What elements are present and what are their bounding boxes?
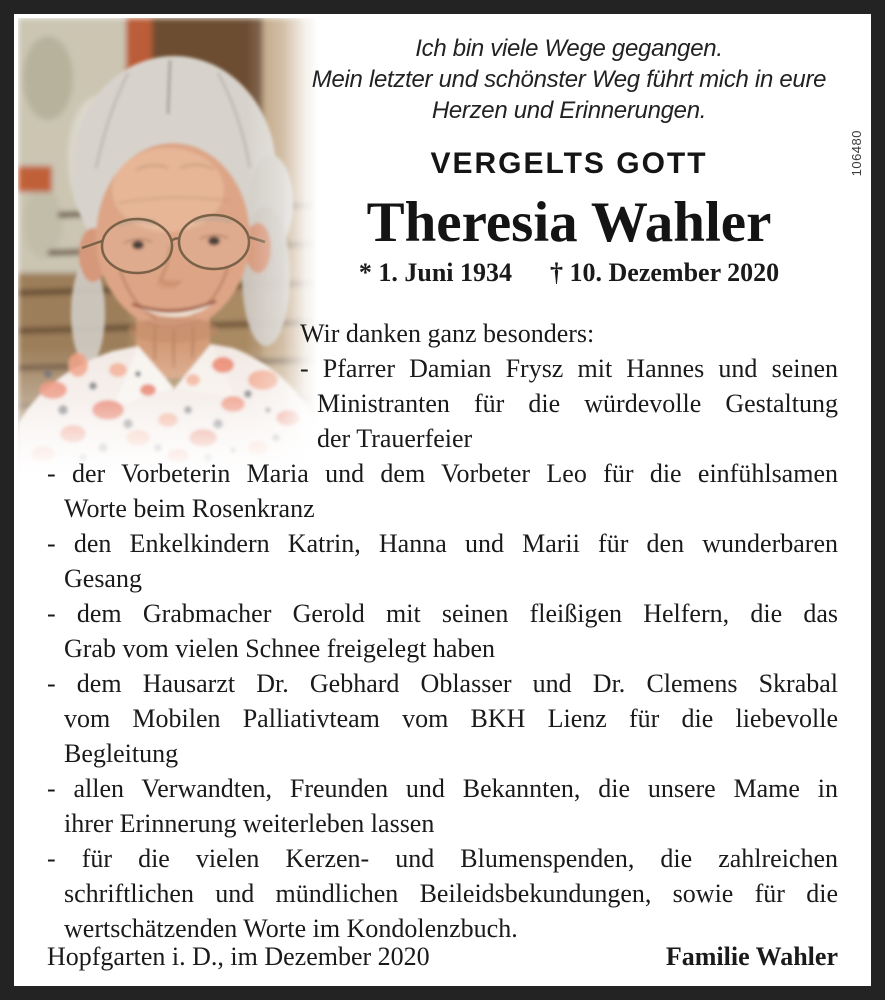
- motto: [300, 33, 838, 126]
- thanks-item-line: - der Vorbeterin Maria und dem Vorbeter Leo für die einfühlsamen: [47, 459, 838, 488]
- death-date: † 10. Dezember 2020: [550, 258, 780, 287]
- thanks-item-line: Worte beim Rosenkranz: [64, 494, 315, 523]
- motto-line: Herzen und Erinnerungen.: [431, 97, 707, 124]
- reference-number: 106480: [849, 130, 864, 177]
- thanks-item-line: schriftlichen und mündlichen Beileidsbekundungen, sowie für die: [64, 879, 838, 908]
- thanks-item: [47, 526, 838, 596]
- family-signature: Familie Wahler: [665, 942, 838, 971]
- thanks-item-line: Gesang: [64, 564, 142, 593]
- life-dates: [300, 257, 838, 289]
- thanks-item-line: - dem Grabmacher Gerold mit seinen fleißigen Helfern, die das: [47, 599, 838, 628]
- motto-line: Ich bin viele Wege gegangen.: [415, 35, 723, 62]
- thanks-intro: Wir danken ganz besonders:: [300, 319, 595, 348]
- thanks-item: [47, 666, 838, 771]
- thanks-item: [47, 771, 838, 841]
- thanks-item: [47, 596, 838, 666]
- thanks-item-line: Begleitung: [64, 739, 179, 768]
- thanks-section: [47, 316, 838, 946]
- thanks-item-line: vom Mobilen Palliativteam vom BKH Lienz für die liebevolle: [64, 704, 838, 733]
- birth-date: * 1. Juni 1934: [358, 258, 513, 287]
- thanks-item: [47, 456, 838, 526]
- thanks-item-line: Grab vom vielen Schnee freigelegt haben: [64, 634, 495, 663]
- thanks-item-line: - Pfarrer Damian Frysz mit Hannes und seinen: [300, 354, 838, 383]
- thanks-item-line: der Trauerfeier: [317, 424, 473, 453]
- thanks-right-column: [300, 316, 838, 456]
- motto-line: Mein letzter und schönster Weg führt mich in eure: [311, 66, 827, 93]
- thanks-item-line: - den Enkelkindern Katrin, Hanna und Marii für den wunderbaren: [47, 529, 838, 558]
- thanks-item-line: - allen Verwandten, Freunden und Bekannten, die unsere Mame in: [47, 774, 838, 803]
- thanks-item-line: - für die vielen Kerzen- und Blumenspenden, die zahlreichen: [47, 844, 838, 873]
- notice-footer: [47, 941, 838, 973]
- notice-header: [300, 33, 838, 289]
- thanks-item: [47, 841, 838, 946]
- tribute-heading: VERGELTS GOTT: [430, 147, 708, 180]
- deceased-name: Theresia Wahler: [366, 191, 772, 254]
- thanks-item-line: ihrer Erinnerung weiterleben lassen: [64, 809, 435, 838]
- thanks-item: [300, 351, 838, 456]
- thanks-item-line: wertschätzenden Worte im Kondolenzbuch.: [64, 914, 518, 943]
- thanks-item-line: Ministranten für die würdevolle Gestaltung: [317, 389, 838, 418]
- thanks-item-line: - dem Hausarzt Dr. Gebhard Oblasser und Dr. Clemens Skrabal: [47, 669, 838, 698]
- place-date: Hopfgarten i. D., im Dezember 2020: [47, 942, 430, 971]
